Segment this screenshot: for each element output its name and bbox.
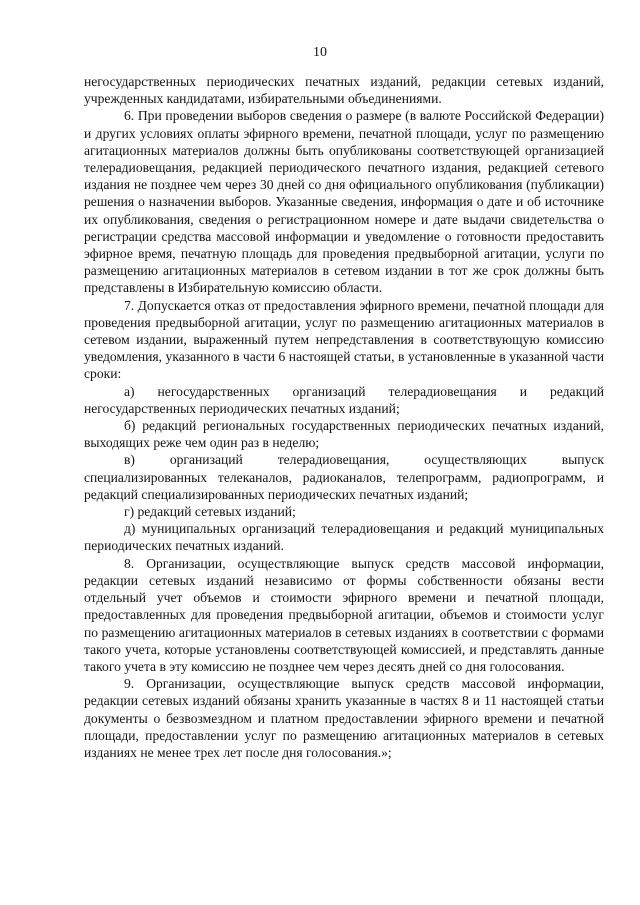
paragraph-8: 8. Организации, осуществляющие выпуск средств массовой информации, редакции сетевых изданий независимо от формы собственности обязаны вести отдельный учет объемов и стоимости эфирного времени и печатной площади, предоставленных для проведения предвыборной агитации, объемов и стоимости услуг по размещению агитационных материалов в сетевых изданиях в соответствии с формами такого учета, которые установлены соответствующей комиссией, и представлять данные такого учета в эту комиссию не позднее чем через десять дней со дня голосования.: [84, 555, 604, 674]
paragraph-7-item-a: а) негосударственных организаций телерадиовещания и редакций негосударственных периодических печатных изданий;: [84, 383, 604, 416]
paragraph-7-item-g: г) редакций сетевых изданий;: [124, 504, 296, 520]
paragraph-7-item-d: д) муниципальных организаций телерадиовещания и редакций муниципальных периодических печатных изданий.: [84, 521, 604, 554]
paragraph-9: 9. Организации, осуществляющие выпуск средств массовой информации, редакции сетевых изданий обязаны хранить указанные в частях 8 и 11 настоящей статьи документы о безвозмездном и платном предоставлении эфирного времени и печатной площади, предоставлении услуг по размещению агитационных материалов в сетевых изданиях не менее трех лет после дня голосования.»;: [84, 676, 604, 760]
paragraph-7-item-v: в) организаций телерадиовещания, осуществляющих выпуск специализированных телеканалов, радиоканалов, телепрограмм, радиопрограмм, и редакций специализированных периодических печатных изданий;: [84, 452, 604, 502]
paragraph-7-item-b: б) редакций региональных государственных периодических печатных изданий, выходящих реже чем один раз в неделю;: [84, 418, 604, 451]
document-body: [84, 73, 604, 761]
paragraph-7: 7. Допускается отказ от предоставления эфирного времени, печатной площади для проведения предвыборной агитации, услуг по размещению агитационных материалов в сетевом издании, выраженный путем непредставления в соответствующую комиссию уведомления, указанного в части 6 настоящей статьи, в установленные в указанной части сроки:: [84, 297, 604, 382]
paragraph-6: 6. При проведении выборов сведения о размере (в валюте Российской Федерации) и других условиях оплаты эфирного времени, печатной площади, услуг по размещению агитационных материалов должны быть опубликованы соответствующей организацией телерадиовещания, редакцией периодического печатного издания, редакцией сетевого издания не позднее чем через 30 дней со дня официального опубликования (публикации) решения о назначении выборов. Указанные сведения, информация о дате и об источнике их опубликования, сведения о регистрационном номере и дате выдачи свидетельства о регистрации средства массовой информации и уведомление о готовности предоставить эфирное время, печатную площадь для проведения предвыборной агитации, услуги по размещению агитационных материалов в сетевом издании в тот же срок должны быть представлены в Избирательную комиссию области.: [84, 108, 604, 296]
page-number: 10: [313, 45, 327, 60]
paragraph-continuation: негосударственных периодических печатных изданий, редакции сетевых изданий, учрежденных кандидатами, избирательными объединениями.: [84, 74, 604, 107]
